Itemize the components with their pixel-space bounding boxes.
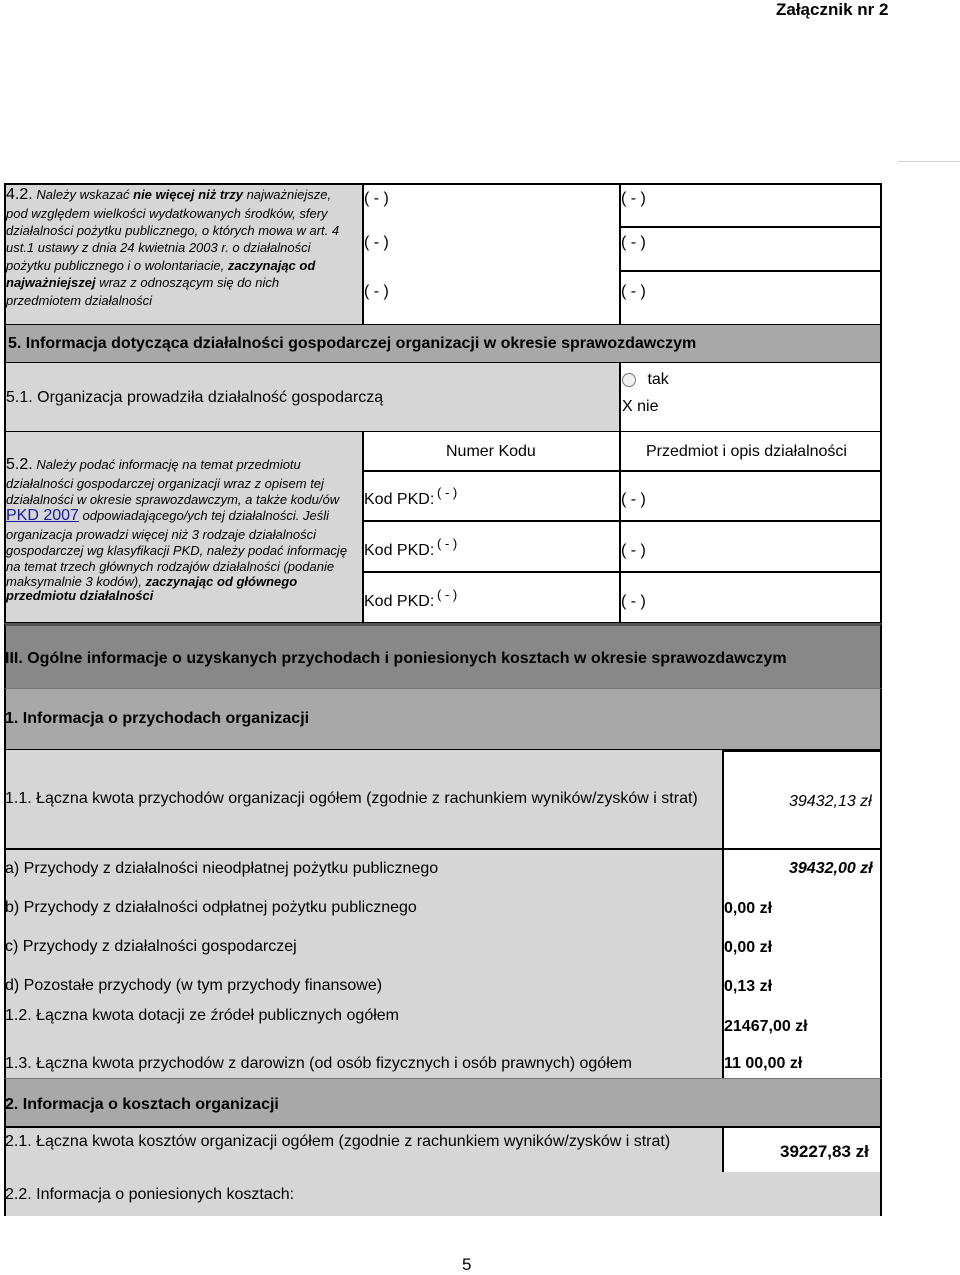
total-revenue-value-cell — [722, 750, 882, 848]
section-4-2-line1: 4.2. Należy wskazać nie więcej niż trzy najważniejsze, — [6, 186, 332, 203]
area-3-subject: ( - ) — [621, 283, 646, 300]
revenue-d-value: 0,13 zł — [724, 978, 773, 995]
pkd-2007-link[interactable]: PKD 2007 — [6, 507, 79, 524]
q5-2-hline — [362, 470, 882, 472]
option-no[interactable]: X nie — [622, 398, 659, 415]
area-3-value: ( - ) — [364, 283, 389, 300]
revenue-section-header-row — [4, 688, 882, 751]
pkd-row-3-label: Kod PKD: — [364, 593, 435, 610]
pkd-row-2-label: Kod PKD: — [364, 542, 435, 559]
q5-2-line8: maksymalnie 3 kodów), zaczynając od głównego — [6, 574, 298, 589]
total-revenue-label-cell — [4, 750, 724, 848]
q5-2-line2: działalności gospodarczej organizacji wraz z opisem tej — [6, 476, 324, 491]
total-costs-label: 2.1. Łączna kwota kosztów organizacji ogółem (zgodnie z rachunkiem wyników/zysków i strat) — [5, 1133, 671, 1150]
revenue-c-value: 0,00 zł — [724, 939, 773, 956]
revenue-breakdown-label-block — [4, 848, 724, 1079]
q5-1-answer-cell — [619, 363, 882, 433]
pkd-row-2-code: ( - ) — [437, 536, 458, 551]
radio-yes-icon[interactable] — [622, 373, 636, 387]
section-5-title: 5. Informacja dotycząca działalności gospodarczej organizacji w okresie sprawozdawczym — [8, 335, 697, 352]
q5-2-hline — [362, 571, 882, 573]
header-rule — [898, 161, 960, 162]
column-header-code: Numer Kodu — [446, 443, 536, 460]
subsidies-label: 1.2. Łączna kwota dotacji ze źródeł publicznych ogółem — [5, 1007, 399, 1024]
subsidies-value: 21467,00 zł — [724, 1018, 808, 1035]
section-4-2-line7: przedmiotem działalności — [6, 293, 152, 308]
pkd-row-1-code: ( - ) — [437, 485, 458, 500]
area-2-subject: ( - ) — [621, 234, 646, 251]
section-III-title: III. Ogólne informacje o uzyskanych przychodach i poniesionych kosztach w okresie sprawozdawczym — [5, 650, 787, 667]
costs-info-row — [4, 1172, 882, 1216]
area-1-subject: ( - ) — [621, 190, 646, 207]
area-1-value: ( - ) — [364, 190, 389, 207]
area-2-value: ( - ) — [364, 234, 389, 251]
section-III-header-row — [4, 623, 882, 689]
section-4-2-line6: najważniejszej wraz z odnoszącym się do nich — [6, 275, 280, 290]
option-yes[interactable]: tak — [622, 371, 669, 389]
pkd-row-3-code: ( - ) — [437, 587, 458, 602]
q5-1-label: 5.1. Organizacja prowadziła działalność gospodarczą — [6, 389, 384, 406]
revenue-breakdown-value-block — [722, 848, 882, 1079]
revenue-a-value: 39432,00 zł — [789, 860, 873, 877]
pkd-row-2-desc: ( - ) — [621, 542, 646, 559]
costs-section-header-row — [4, 1078, 882, 1128]
column-header-subject: Przedmiot i opis działalności — [646, 443, 847, 460]
section-4-2-line5: pożytku publicznego i o wolontariacie, zaczynając od — [6, 258, 316, 273]
pkd-row-1-desc: ( - ) — [621, 491, 646, 508]
q5-2-hline — [362, 520, 882, 522]
total-revenue-value: 39432,13 zł — [789, 793, 872, 810]
attachment-label: Załącznik nr 2 — [776, 0, 889, 19]
pkd-row-1-label: Kod PKD: — [364, 491, 435, 508]
section-4-2-hline — [619, 226, 881, 228]
section-4-2-line4: ust.1 ustawy z dnia 24 kwietnia 2003 r. o działalności — [6, 240, 311, 255]
section-4-2-line2: pod względem wielkości wydatkowanych środków, sfery — [6, 206, 328, 221]
revenue-section-title: 1. Informacja o przychodach organizacji — [5, 710, 310, 727]
total-costs-value: 39227,83 zł — [780, 1142, 869, 1161]
q5-2-line4: PKD 2007 odpowiadającego/ych tej działalności. Jeśli — [6, 507, 329, 524]
q5-2-line9: przedmiotu działalności — [6, 588, 154, 603]
page-number: 5 — [462, 1255, 472, 1274]
total-costs-value-cell — [722, 1126, 882, 1174]
section-4-2-line3: działalności pożytku publicznego, o których mowa w art. 4 — [6, 223, 340, 238]
revenue-c-label: c) Przychody z działalności gospodarczej — [5, 938, 297, 955]
revenue-a-label: a) Przychody z działalności nieodpłatnej pożytku publicznego — [5, 860, 439, 877]
total-costs-label-cell — [4, 1126, 724, 1174]
q5-2-line6: gospodarczej wg klasyfikacji PKD, należy podać informację — [6, 543, 348, 558]
costs-section-title: 2. Informacja o kosztach organizacji — [5, 1096, 279, 1113]
q5-2-line3: działalności w okresie sprawozdawczym, a także kodu/ów — [6, 492, 340, 507]
total-revenue-label: 1.1. Łączna kwota przychodów organizacji ogółem (zgodnie z rachunkiem wyników/zysków i strat) — [5, 790, 698, 807]
pkd-row-3-desc: ( - ) — [621, 593, 646, 610]
q5-2-line5: organizacja prowadzi więcej niż 3 rodzaje działalności — [6, 527, 316, 542]
donations-label: 1.3. Łączna kwota przychodów z darowizn (od osób fizycznych i osób prawnych) ogółem — [5, 1055, 632, 1072]
revenue-b-label: b) Przychody z działalności odpłatnej pożytku publicznego — [5, 899, 417, 916]
section-5-header-row — [4, 325, 882, 364]
q5-1-label-cell — [4, 363, 621, 433]
revenue-d-label: d) Pozostałe przychody (w tym przychody finansowe) — [5, 977, 383, 994]
q5-2-line1: 5.2. Należy podać informację na temat przedmiotu — [6, 456, 301, 473]
q5-2-line7: na temat trzech głównych rodzajów działalności (podanie — [6, 559, 335, 574]
section-4-2-hline — [619, 270, 881, 272]
revenue-b-value: 0,00 zł — [724, 900, 773, 917]
revenue-breakdown-top-rule — [4, 848, 882, 850]
costs-info-label: 2.2. Informacja o poniesionych kosztach: — [5, 1186, 295, 1203]
donations-value: 11 00,00 zł — [724, 1055, 803, 1072]
